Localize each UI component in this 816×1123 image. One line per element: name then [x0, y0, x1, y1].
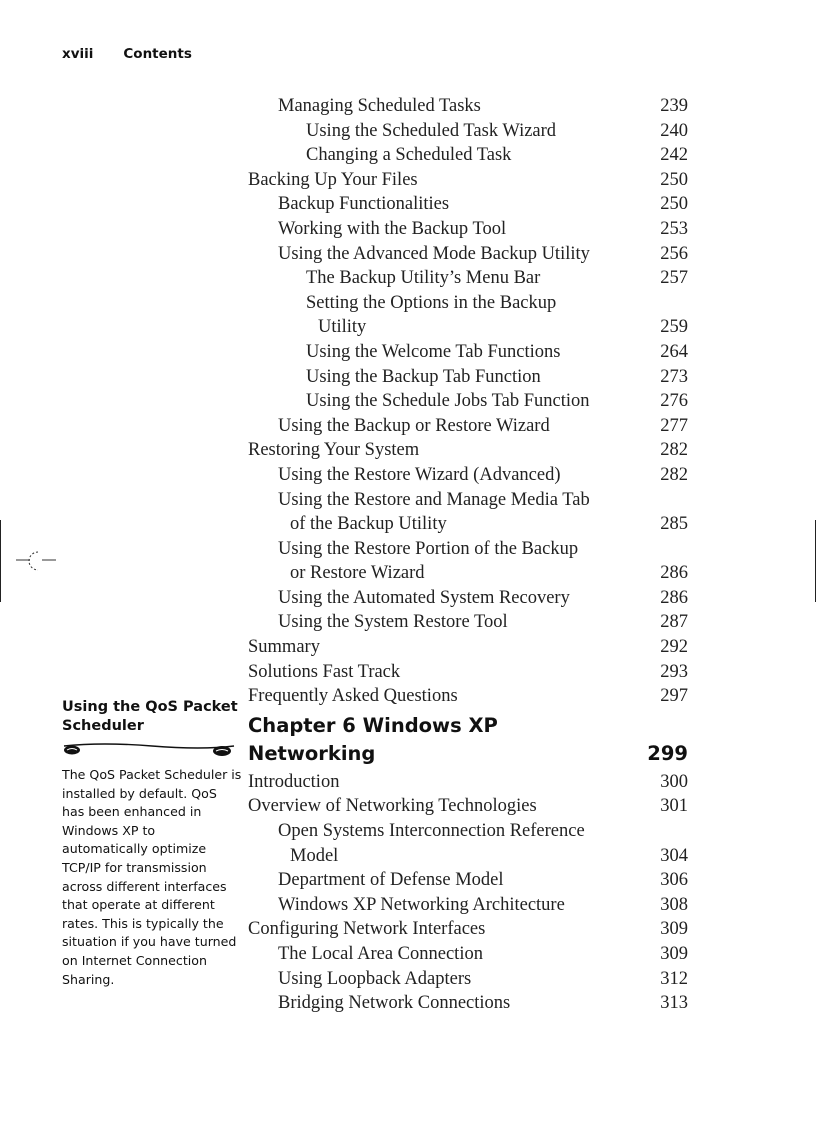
toc-entry-page: 309	[660, 919, 688, 940]
toc-entry-title: Backing Up Your Files	[248, 169, 418, 190]
toc-entry-title: The Local Area Connection	[278, 944, 483, 964]
toc-entry-title: Using the Restore and Manage Media Tab	[278, 489, 590, 510]
toc-entry[interactable]	[248, 414, 688, 439]
toc-entry-page: 257	[660, 268, 688, 289]
toc-entry-page: 312	[660, 968, 688, 989]
toc-entry-page: 277	[660, 415, 688, 436]
toc-entry-page: 293	[660, 661, 688, 682]
toc-entry-title-continuation: Utility	[318, 317, 367, 338]
toc-entry-page: 287	[660, 612, 688, 633]
sidebar-tip	[62, 698, 242, 989]
toc-entry-title: Changing a Scheduled Task	[306, 145, 512, 166]
toc-entry-title: Overview of Networking Technologies	[248, 796, 537, 817]
toc-entry-title: Backup Functionalities	[278, 194, 450, 215]
toc-entry-title: Windows XP Networking Architecture	[278, 894, 565, 915]
toc-entry[interactable]	[248, 917, 688, 942]
running-header	[62, 46, 192, 62]
toc-entry[interactable]	[248, 192, 688, 217]
toc-entry-title: Configuring Network Interfaces	[248, 919, 486, 940]
toc-entry[interactable]	[248, 967, 688, 992]
toc-entry-page: 309	[660, 944, 688, 964]
toc-entry-page: 286	[660, 587, 688, 608]
toc-entry-page: 297	[660, 686, 688, 707]
toc-entry[interactable]	[248, 217, 688, 242]
table-of-contents	[248, 94, 688, 1016]
toc-entry-title: Using the Automated System Recovery	[278, 587, 570, 608]
toc-entry[interactable]	[248, 94, 688, 119]
toc-entry-title: Summary	[248, 637, 320, 658]
toc-entry-title: Using Loopback Adapters	[278, 968, 472, 989]
toc-entry-page: 264	[660, 341, 688, 362]
toc-entry-page: 304	[660, 845, 688, 866]
toc-entry-page: 239	[660, 96, 688, 116]
toc-entry-page: 276	[660, 391, 688, 412]
toc-entry[interactable]	[248, 819, 688, 868]
toc-entry[interactable]	[248, 770, 688, 795]
toc-entry[interactable]	[248, 291, 688, 340]
toc-entry[interactable]	[248, 340, 688, 365]
sidebar-title: Using the QoS Packet Scheduler	[62, 699, 238, 734]
toc-entry[interactable]	[248, 389, 688, 414]
pen-rule-icon	[62, 740, 236, 758]
toc-entry-page: 282	[660, 464, 688, 485]
toc-entry-title: Bridging Network Connections	[278, 993, 511, 1014]
toc-entry[interactable]	[248, 438, 688, 463]
registration-mark-icon	[16, 546, 56, 576]
toc-entry-title: Using the Scheduled Task Wizard	[306, 120, 557, 141]
toc-entry-title: Using the System Restore Tool	[278, 612, 508, 633]
toc-entry-title: Solutions Fast Track	[248, 661, 401, 682]
toc-entry-title-continuation: of the Backup Utility	[290, 514, 447, 535]
toc-entry-title: Using the Restore Portion of the Backup	[278, 538, 579, 559]
toc-entry[interactable]	[248, 537, 688, 586]
toc-entry[interactable]	[248, 660, 688, 685]
toc-entry-title: Using the Backup or Restore Wizard	[278, 415, 550, 436]
section-title: Contents	[123, 46, 192, 62]
toc-entry-title: Open Systems Interconnection Reference	[278, 821, 585, 842]
toc-chapter-heading[interactable]	[248, 712, 688, 768]
toc-entry-page: 273	[660, 366, 688, 387]
toc-entry[interactable]	[248, 635, 688, 660]
toc-entry-title: Managing Scheduled Tasks	[278, 96, 481, 116]
toc-entry[interactable]	[248, 266, 688, 291]
toc-entry-page: 313	[660, 993, 688, 1014]
toc-entry-page: 250	[660, 169, 688, 190]
toc-entry[interactable]	[248, 610, 688, 635]
toc-entry[interactable]	[248, 684, 688, 709]
toc-entry-page: 306	[660, 870, 688, 891]
page-number: xviii	[62, 46, 94, 62]
toc-entry-title: Using the Welcome Tab Functions	[306, 341, 561, 362]
toc-entry-page: 250	[660, 194, 688, 215]
toc-entry-title: Department of Defense Model	[278, 870, 504, 891]
toc-entry-page: 259	[660, 317, 688, 338]
toc-entry-title-continuation: Model	[290, 845, 339, 866]
crop-mark-left	[0, 520, 1, 602]
toc-entries-part-2	[248, 770, 688, 1016]
toc-entry-title: Restoring Your System	[248, 440, 420, 461]
chapter-page: 299	[647, 741, 688, 765]
toc-entry-page: 308	[660, 894, 688, 915]
toc-entry[interactable]	[248, 168, 688, 193]
toc-entry-page: 292	[660, 637, 688, 658]
toc-entry[interactable]	[248, 242, 688, 267]
toc-entry-page: 256	[660, 243, 688, 264]
toc-entry[interactable]	[248, 586, 688, 611]
toc-entry-page: 240	[660, 120, 688, 141]
toc-entry-page: 242	[660, 145, 688, 166]
toc-entry-title-continuation: or Restore Wizard	[290, 563, 425, 584]
toc-entry-title: Frequently Asked Questions	[248, 686, 458, 707]
toc-entry[interactable]	[248, 488, 688, 537]
toc-entry-title: The Backup Utility’s Menu Bar	[306, 268, 541, 289]
toc-entry[interactable]	[248, 143, 688, 168]
toc-entry-title: Using the Schedule Jobs Tab Function	[306, 391, 590, 412]
toc-entry[interactable]	[248, 119, 688, 144]
toc-entry-page: 282	[660, 440, 688, 461]
sidebar-body: The QoS Packet Scheduler is installed by default. QoS has been enhanced in Windows XP to automatically optimize TCP/IP for transmission across different interfaces that operate at different rates. This is typically the situation if you have turned on Internet Connection Sharing.	[62, 767, 242, 987]
toc-entry[interactable]	[248, 893, 688, 918]
toc-entry[interactable]	[248, 365, 688, 390]
toc-entry[interactable]	[248, 942, 688, 967]
toc-entry-title: Setting the Options in the Backup	[306, 292, 557, 313]
toc-entry-title: Introduction	[248, 771, 340, 792]
toc-entry-title: Working with the Backup Tool	[278, 218, 507, 239]
toc-entry-title: Using the Restore Wizard (Advanced)	[278, 464, 561, 485]
toc-entry-page: 300	[660, 771, 688, 792]
toc-entry-page: 301	[660, 796, 688, 817]
toc-entry-page: 285	[660, 514, 688, 535]
toc-entry-title: Using the Advanced Mode Backup Utility	[278, 243, 590, 264]
toc-entry[interactable]	[248, 463, 688, 488]
toc-entry[interactable]	[248, 868, 688, 893]
toc-entry-title: Using the Backup Tab Function	[306, 366, 541, 387]
toc-entry[interactable]	[248, 991, 688, 1016]
toc-entry-page: 286	[660, 563, 688, 584]
toc-entry-page: 253	[660, 218, 688, 239]
toc-entry[interactable]	[248, 794, 688, 819]
chapter-title: Chapter 6 Windows XP Networking	[248, 713, 498, 765]
toc-entries-part-1	[248, 94, 688, 709]
